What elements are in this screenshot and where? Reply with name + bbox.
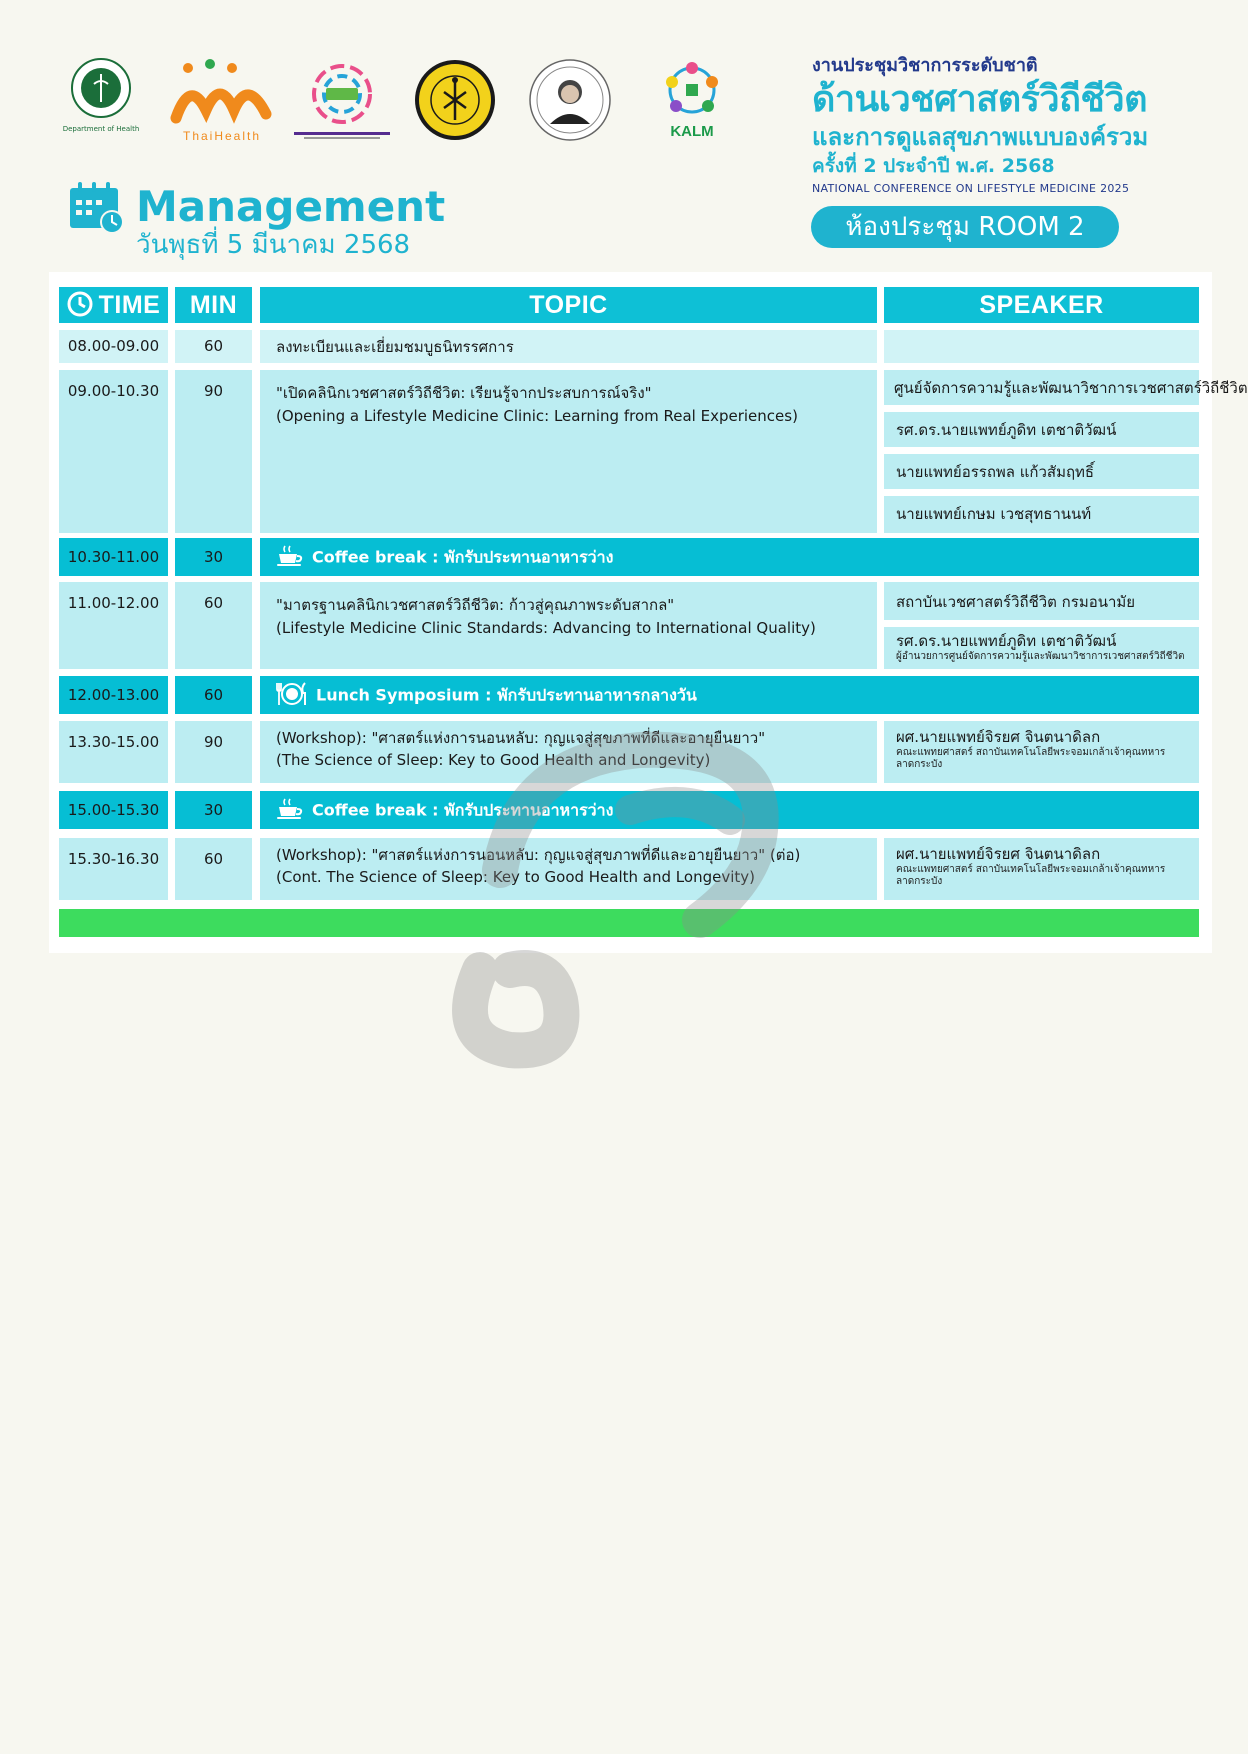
plate-cutlery-icon (276, 681, 308, 707)
row-topic: (Workshop): "ศาสตร์แห่งการนอนหลับ: กุญแจสู่สุขภาพที่ดีและอายุยืนยาว" (ต่อ) (Cont. The Science of Sleep: Key to Good Health and Longevity) (260, 838, 877, 900)
coffee-cup-icon (276, 797, 304, 821)
row-time: 13.30-15.00 (59, 721, 168, 783)
header-min: MIN (175, 287, 252, 323)
speaker-cell: นายแพทย์อรรถพล แก้วสัมฤทธิ์ (884, 454, 1199, 489)
portrait-seal (528, 58, 612, 142)
footer-bar (59, 909, 1199, 937)
row-speaker-empty (884, 330, 1199, 363)
row-topic: "มาตรฐานคลินิกเวชศาสตร์วิถีชีวิต: ก้าวสู่คุณภาพระดับสากล" (Lifestyle Medicine Clinic Standards: Advancing to International Quality) (260, 582, 877, 669)
speaker-cell: รศ.ดร.นายแพทย์ภูดิท เตชาติวัฒน์ (884, 412, 1199, 447)
row-topic: ลงทะเบียนและเยี่ยมชมบูธนิทรรศการ (260, 330, 877, 363)
conference-line-5: NATIONAL CONFERENCE ON LIFESTYLE MEDICINE 2025 (812, 182, 1130, 195)
row-time: 09.00-10.30 (59, 370, 168, 533)
coffee-cup-icon (276, 544, 304, 568)
row-min: 30 (175, 538, 252, 576)
svg-text:KALM: KALM (670, 123, 714, 140)
coffee-break-bar: Coffee break : พักรับประทานอาหารว่าง (260, 538, 1199, 576)
row-time: 12.00-13.00 (59, 676, 168, 714)
speaker-cell: สถาบันเวชศาสตร์วิถีชีวิต กรมอนามัย (884, 582, 1199, 620)
conference-line-2: ด้านเวชศาสตร์วิถีชีวิต (812, 79, 1147, 120)
header-topic: TOPIC (260, 287, 877, 323)
conference-line-3: และการดูแลสุขภาพแบบองค์รวม (812, 123, 1149, 151)
header-time: TIME (59, 287, 168, 323)
row-time: 08.00-09.00 (59, 330, 168, 363)
header-speaker: SPEAKER (884, 287, 1199, 323)
svg-text:ThaiHealth: ThaiHealth (182, 129, 262, 143)
row-topic: "เปิดคลินิกเวชศาสตร์วิถีชีวิต: เรียนรู้จากประสบการณ์จริง" (Opening a Lifestyle Medicine Clinic: Learning from Real Experiences) (260, 370, 877, 533)
coffee-break-bar: Coffee break : พักรับประทานอาหารว่าง (260, 791, 1199, 829)
row-min: 60 (175, 582, 252, 669)
speaker-cell: ผศ.นายแพทย์จิรยศ จินตนาดิลก คณะแพทยศาสตร์ สถาบันเทคโนโลยีพระจอมเกล้าเจ้าคุณทหารลาดกระบัง (884, 721, 1199, 783)
clock-icon (67, 291, 93, 317)
calendar-clock-icon (68, 180, 126, 236)
lifestyle-medicine-association-logo (290, 58, 394, 144)
row-min: 90 (175, 721, 252, 783)
row-min: 60 (175, 330, 252, 363)
row-topic: (Workshop): "ศาสตร์แห่งการนอนหลับ: กุญแจสู่สุขภาพที่ดีและอายุยืนยาว" (The Science of Sleep: Key to Good Health and Longevity) (260, 721, 877, 783)
speaker-cell: ศูนย์จัดการความรู้และพัฒนาวิชาการเวชศาสตร์วิถีชีวิต (884, 370, 1199, 405)
sponsor-logos (62, 58, 732, 153)
row-time: 10.30-11.00 (59, 538, 168, 576)
session-title: Management (136, 182, 446, 231)
speaker-cell: รศ.ดร.นายแพทย์ภูดิท เตชาติวัฒน์ ผู้อำนวยการศูนย์จัดการความรู้และพัฒนาวิชาการเวชศาสตร์วิถีชีวิต (884, 627, 1199, 669)
kalm-logo (652, 58, 732, 144)
row-min: 90 (175, 370, 252, 533)
row-min: 60 (175, 676, 252, 714)
schedule-table (49, 272, 1248, 953)
row-time: 15.30-16.30 (59, 838, 168, 900)
conference-line-4: ครั้งที่ 2 ประจำปี พ.ศ. 2568 (812, 155, 1055, 177)
speaker-cell: นายแพทย์เกษม เวชสุทธานนท์ (884, 496, 1199, 533)
thaihealth-logo (170, 58, 274, 144)
conference-line-1: งานประชุมวิชาการระดับชาติ (812, 55, 1038, 76)
conference-title-block (812, 54, 1222, 198)
svg-text:Department of Health: Department of Health (62, 125, 140, 133)
medical-association-seal (414, 58, 496, 142)
row-min: 60 (175, 838, 252, 900)
department-of-health-logo (62, 58, 140, 138)
room-badge: ห้องประชุม ROOM 2 (811, 206, 1119, 248)
lunch-bar: Lunch Symposium : พักรับประทานอาหารกลางวัน (260, 676, 1199, 714)
row-time: 11.00-12.00 (59, 582, 168, 669)
session-date: วันพุธที่ 5 มีนาคม 2568 (136, 230, 411, 260)
speaker-cell: ผศ.นายแพทย์จิรยศ จินตนาดิลก คณะแพทยศาสตร์ สถาบันเทคโนโลยีพระจอมเกล้าเจ้าคุณทหารลาดกระบัง (884, 838, 1199, 900)
row-min: 30 (175, 791, 252, 829)
row-time: 15.00-15.30 (59, 791, 168, 829)
